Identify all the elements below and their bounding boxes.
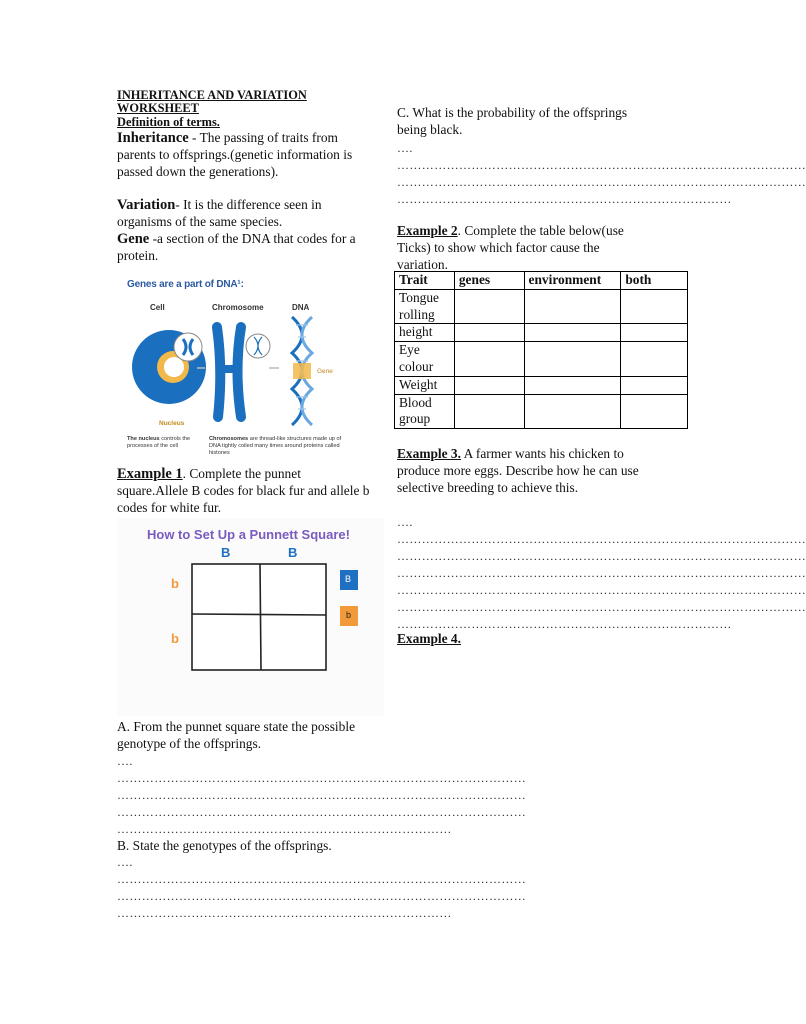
caption-chromosomes-text: are thread-like structures made up of DNA tightly coiled many times around proteins called histones [209, 436, 342, 456]
header-environment: environment [524, 272, 621, 290]
trait-cell: height [395, 324, 455, 342]
example-2-label: Example 2 [397, 223, 458, 238]
both-cell[interactable] [621, 342, 688, 377]
caption-nucleus-text: controls the processes of the cell [127, 436, 191, 449]
header-both: both [621, 272, 688, 290]
term-gene: Gene [117, 231, 150, 247]
caption-chromosomes-bold: Chromosomes [209, 436, 249, 442]
example-2 [397, 223, 647, 273]
genes-cell[interactable] [454, 342, 524, 377]
genes-cell[interactable] [454, 324, 524, 342]
caption-nucleus [127, 436, 202, 450]
answer-c-line-2: ……………………………………………………………………………………… [397, 175, 806, 189]
both-cell[interactable] [621, 324, 688, 342]
table-row [395, 289, 688, 324]
answer-c-line-1: ……………………………………………………………………………………… [397, 158, 806, 172]
question-b: B. State the genotypes of the offsprings. [117, 838, 332, 853]
definition-gene [117, 231, 370, 265]
answer-b-line-1: ……………………………………………………………………………………… [117, 872, 527, 886]
header-genes: genes [454, 272, 524, 290]
example-1-label: Example 1 [117, 466, 183, 482]
example-3-label: Example 3. [397, 446, 461, 461]
table-row [395, 324, 688, 342]
label-dna: DNA [292, 303, 310, 312]
punnett-key-blue: B [345, 574, 352, 584]
answer-a-line-0: …. [117, 754, 133, 768]
definition-gene-text: -a section of the DNA that codes for a protein. [117, 231, 356, 263]
title-line-1: INHERITANCE AND VARIATION [117, 88, 307, 102]
title-line-2: WORKSHEET [117, 101, 199, 115]
example-1-text: . Complete the punnet square.Allele B codes for black fur and allele b codes for white fur. [117, 466, 370, 515]
example-1 [117, 466, 370, 516]
dna-figure-title: Genes are a part of DNA¹: [127, 279, 244, 290]
term-variation: Variation [117, 197, 176, 213]
answer-a-line-3: ……………………………………………………………………………………… [117, 805, 527, 819]
punnett-side-top-allele: b [171, 576, 179, 591]
answer-3-line-5: ……………………………………………………………………………………… [397, 600, 806, 614]
punnett-grid [117, 518, 384, 716]
answer-3-line-3: ……………………………………………………………………………………… [397, 566, 806, 580]
punnett-top-right-allele: B [288, 545, 298, 560]
answer-a-line-2: ……………………………………………………………………………………… [117, 788, 527, 802]
dna-figure [117, 275, 357, 457]
definitions-heading: Definition of terms. [117, 115, 220, 129]
punnett-top-left-allele: B [221, 545, 231, 560]
answer-c-line-0: …. [397, 141, 413, 155]
environment-cell[interactable] [524, 394, 621, 429]
answer-example-3[interactable] [397, 514, 806, 633]
genes-cell[interactable] [454, 289, 524, 324]
definition-inheritance [117, 130, 370, 180]
answer-c[interactable] [397, 140, 806, 208]
both-cell[interactable] [621, 394, 688, 429]
punnett-square-figure [117, 518, 384, 716]
genes-cell[interactable] [454, 394, 524, 429]
punnett-title: How to Set Up a Punnett Square! [147, 527, 350, 542]
header-trait: Trait [395, 272, 455, 290]
punnett-key-orange: b [346, 610, 352, 620]
answer-a-line-4: ……………………………………………………………………… [117, 822, 452, 836]
answer-b-line-2: ……………………………………………………………………………………… [117, 889, 527, 903]
table-row [395, 376, 688, 394]
answer-b-line-3: ……………………………………………………………………… [117, 906, 452, 920]
answer-c-line-3: ……………………………………………………………………… [397, 192, 732, 206]
worksheet-title [117, 89, 307, 115]
trait-cell: Blood group [395, 394, 455, 429]
environment-cell[interactable] [524, 376, 621, 394]
question-c: C. What is the probability of the offsprings being black. [397, 105, 628, 137]
label-chromosome: Chromosome [212, 303, 264, 312]
definition-inheritance-text: - The passing of traits from parents to offsprings.(genetic information is passed down the generations). [117, 130, 353, 179]
genes-cell[interactable] [454, 376, 524, 394]
environment-cell[interactable] [524, 289, 621, 324]
answer-a[interactable] [117, 753, 527, 838]
both-cell[interactable] [621, 376, 688, 394]
punnett-side-bottom-allele: b [171, 631, 179, 646]
caption-nucleus-bold: The nucleus [127, 436, 160, 442]
trait-cell: Eye colour [395, 342, 455, 377]
answer-3-line-6: ……………………………………………………………………… [397, 617, 732, 631]
definition-variation [117, 197, 370, 231]
label-nucleus: Nucleus [159, 420, 185, 427]
example-4-label: Example 4. [397, 631, 461, 646]
label-gene: Gene [317, 368, 333, 375]
answer-3-line-2: ……………………………………………………………………………………… [397, 549, 806, 563]
answer-a-line-1: ……………………………………………………………………………………… [117, 771, 527, 785]
answer-b[interactable] [117, 854, 527, 922]
definition-variation-text: - It is the difference seen in organisms of the same species. [117, 197, 322, 229]
example-3 [397, 446, 652, 496]
caption-chromosomes [209, 436, 354, 457]
answer-b-line-0: …. [117, 855, 133, 869]
table-header-row [395, 272, 688, 290]
trait-cell: Tongue rolling [395, 289, 455, 324]
answer-3-line-0: …. [397, 515, 413, 529]
table-row [395, 342, 688, 377]
both-cell[interactable] [621, 289, 688, 324]
example-2-text: . Complete the table below(use Ticks) to show which factor cause the variation. [397, 223, 624, 272]
environment-cell[interactable] [524, 342, 621, 377]
question-a: A. From the punnet square state the possible genotype of the offsprings. [117, 719, 356, 751]
variation-table [394, 271, 688, 429]
answer-3-line-4: ……………………………………………………………………………………… [397, 583, 806, 597]
trait-cell: Weight [395, 376, 455, 394]
environment-cell[interactable] [524, 324, 621, 342]
term-inheritance: Inheritance [117, 130, 189, 146]
answer-3-line-1: ……………………………………………………………………………………… [397, 532, 806, 546]
table-row [395, 394, 688, 429]
dna-illustration [117, 275, 357, 457]
label-cell: Cell [150, 303, 165, 312]
example-3-text: A farmer wants his chicken to produce more eggs. Describe how he can use selective breeding to achieve this. [397, 446, 639, 495]
